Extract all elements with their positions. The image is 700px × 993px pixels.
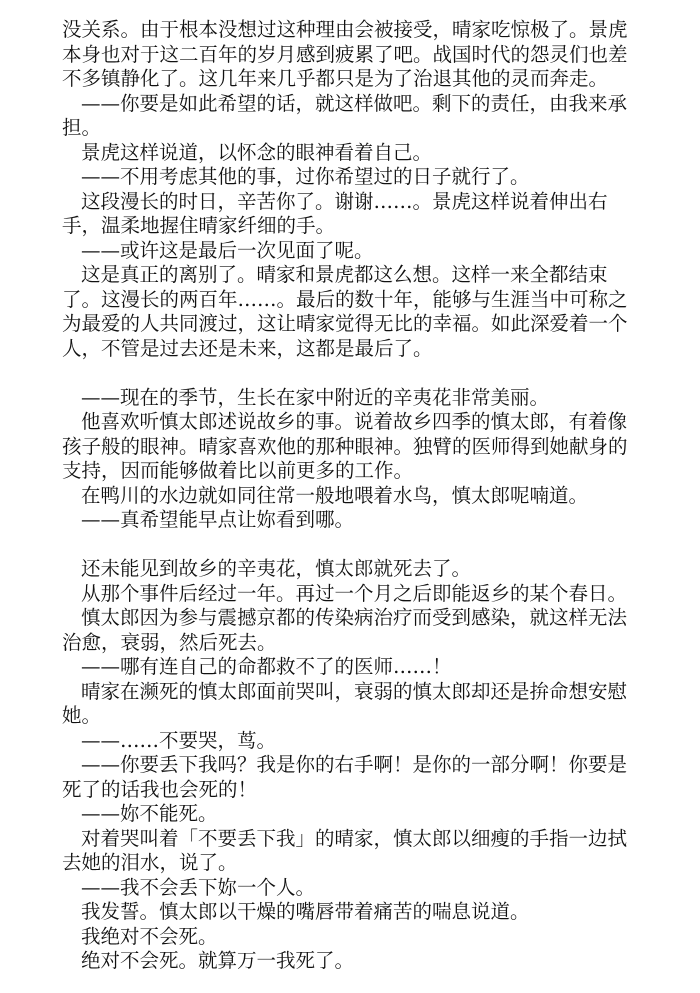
paragraph: 在鸭川的水边就如同往常一般地喂着水鸟，慎太郎呢喃道。 bbox=[81, 483, 589, 507]
dialogue-line: ——你要丢下我吗？我是你的右手啊！是你的一部分啊！你要是死了的话我也会死的！ bbox=[62, 753, 628, 801]
section-break bbox=[62, 533, 630, 558]
section-break bbox=[62, 361, 630, 386]
paragraph: 慎太郎因为参与震撼京都的传染病治疗而受到感染，就这样无法治愈，衰弱，然后死去。 bbox=[62, 606, 628, 654]
paragraph: 我绝对不会死。 bbox=[81, 924, 218, 948]
dialogue-line: ——我不会丢下妳一个人。 bbox=[81, 875, 316, 899]
paragraph: 晴家在濒死的慎太郎面前哭叫，衰弱的慎太郎却还是拚命想安慰她。 bbox=[62, 679, 628, 727]
dialogue-line: ——真希望能早点让妳看到哪。 bbox=[81, 508, 355, 531]
paragraph: 这是真正的离别了。晴家和景虎都这么想。这样一来全都结束了。这漫长的两百年……。最后的数十年，能够与生涯当中可称之为最爱的人共同渡过，这让晴家觉得无比的幸福。如此深爱着一个人，不管是过去还是未来，这都是最后了。 bbox=[62, 263, 628, 360]
dialogue-line: ——哪有连自己的命都救不了的医师……！ bbox=[81, 655, 452, 678]
dialogue-line: ——妳不能死。 bbox=[81, 802, 218, 825]
dialogue-line: ——你要是如此希望的话，就这样做吧。剩下的责任，由我来承担。 bbox=[62, 91, 628, 139]
dialogue-line: ——或许这是最后一次见面了呢。 bbox=[81, 238, 374, 262]
paragraph: 没关系。由于根本没想过这种理由会被接受，晴家吃惊极了。景虎本身也对于这二百年的岁月感到疲累了吧。战国时代的怨灵们也差不多镇静化了。这几年来几乎都只是为了治退其他的灵而奔走。 bbox=[62, 18, 628, 90]
document-page bbox=[62, 18, 630, 974]
paragraph: 从那个事件后经过一年。再过一个月之后即能返乡的某个春日。 bbox=[81, 581, 628, 605]
dialogue-line: ——现在的季节，生长在家中附近的辛夷花非常美丽。 bbox=[81, 385, 550, 409]
paragraph: 我发誓。慎太郎以干燥的嘴唇带着痛苦的喘息说道。 bbox=[81, 900, 530, 923]
dialogue-line: ——……不要哭，茑。 bbox=[81, 728, 277, 752]
paragraph: 对着哭叫着「不要丢下我」的晴家，慎太郎以细瘦的手指一边拭去她的泪水，说了。 bbox=[62, 826, 628, 874]
paragraph: 他喜欢听慎太郎述说故乡的事。说着故乡四季的慎太郎，有着像孩子般的眼神。晴家喜欢他的那种眼神。独臂的医师得到她献身的支持，因而能够做着比以前更多的工作。 bbox=[62, 410, 628, 482]
paragraph: 这段漫长的时日，辛苦你了。谢谢……。景虎这样说着伸出右手，温柔地握住晴家纤细的手。 bbox=[62, 189, 608, 237]
dialogue-line: ——不用考虑其他的事，过你希望过的日子就行了。 bbox=[81, 165, 530, 188]
paragraph: 还未能见到故乡的辛夷花，慎太郎就死去了。 bbox=[81, 557, 472, 580]
paragraph: 绝对不会死。就算万一我死了。 bbox=[81, 949, 355, 972]
paragraph: 景虎这样说道，以怀念的眼神看着自己。 bbox=[81, 140, 433, 164]
